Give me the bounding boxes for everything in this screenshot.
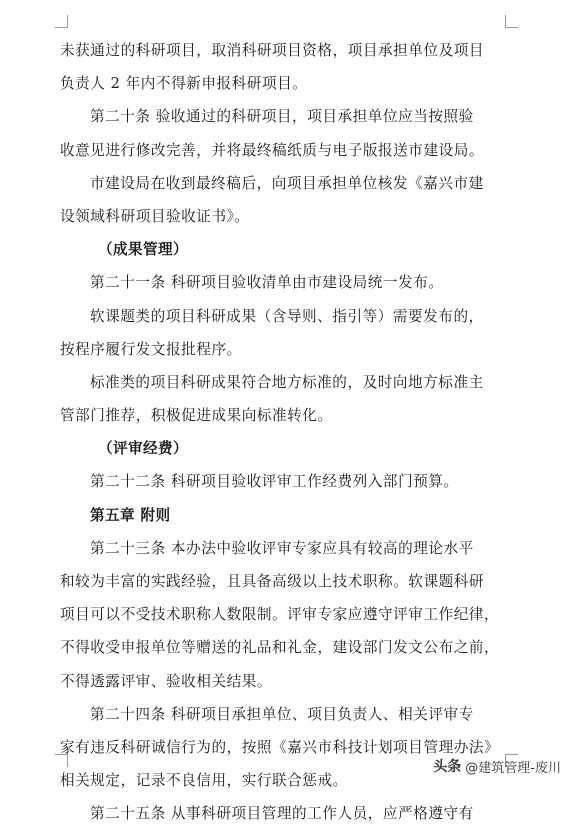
text-line: 管部门推荐，积极促进成果向标准转化。 <box>60 407 333 425</box>
chapter-heading-supplementary: 第五章 附则 <box>90 506 171 524</box>
crop-mark-top-left <box>55 15 68 28</box>
text-line: 项目可以不受技术职称人数限制。评审专家应遵守评审工作纪律， <box>60 606 500 624</box>
text-line: 不得透露评审、验收相关结果。 <box>60 672 273 690</box>
article-24: 第二十四条 科研项目承担单位、项目负责人、相关评审专 <box>90 705 474 723</box>
text-line: 和较为丰富的实践经验，且具备高级以上技术职称。软课题科研 <box>60 573 485 590</box>
text-line: 市建设局在收到最终稿后，向项目承担单位核发《嘉兴市建 <box>90 174 484 192</box>
text-line: 标准类的项目科研成果符合地方标准的，及时向地方标准主 <box>90 373 484 391</box>
text-line: 设领域科研项目验收证书》。 <box>60 207 250 225</box>
article-25: 第二十五条 从事科研项目管理的工作人员，应严格遵守有 <box>90 805 474 823</box>
text-line: 收意见进行修改完善，并将最终稿纸质与电子版报送市建设局。 <box>60 141 485 159</box>
text-line: 按程序履行发文报批程序。 <box>60 340 242 358</box>
section-heading-results-management: （成果管理） <box>98 241 188 259</box>
document-body <box>60 34 515 831</box>
text-line: 相关规定，记录不良信用，实行联合惩戒。 <box>60 772 348 790</box>
text-line: 不得收受申报单位等赠送的礼品和礼金，建设部门发文公布之前， <box>60 639 500 657</box>
watermark-logo: 头条 <box>433 759 462 775</box>
text-line: 软课题类的项目科研成果（含导则、指引等）需要发布的， <box>90 307 484 325</box>
text-line: 未获通过的科研项目，取消科研项目资格，项目承担单位及项目 <box>60 42 485 59</box>
article-23: 第二十三条 本办法中验收评审专家应具有较高的理论水平 <box>90 539 474 557</box>
article-20: 第二十条 验收通过的科研项目，项目承担单位应当按照验 <box>90 108 474 126</box>
text-line: 负责人 2 年内不得新申报科研项目。 <box>60 75 308 93</box>
text-line: 家有违反科研诚信行为的，按照《嘉兴市科技计划项目管理办法》 <box>60 738 500 756</box>
crop-mark-top-right <box>505 15 518 28</box>
watermark <box>433 756 561 776</box>
article-21: 第二十一条 科研项目验收清单由市建设局统一发布。 <box>90 274 444 292</box>
article-22: 第二十二条 科研项目验收评审工作经费列入部门预算。 <box>90 473 459 491</box>
section-heading-review-funding: （评审经费） <box>98 440 188 458</box>
watermark-author: @建筑管理-废川 <box>465 760 561 776</box>
